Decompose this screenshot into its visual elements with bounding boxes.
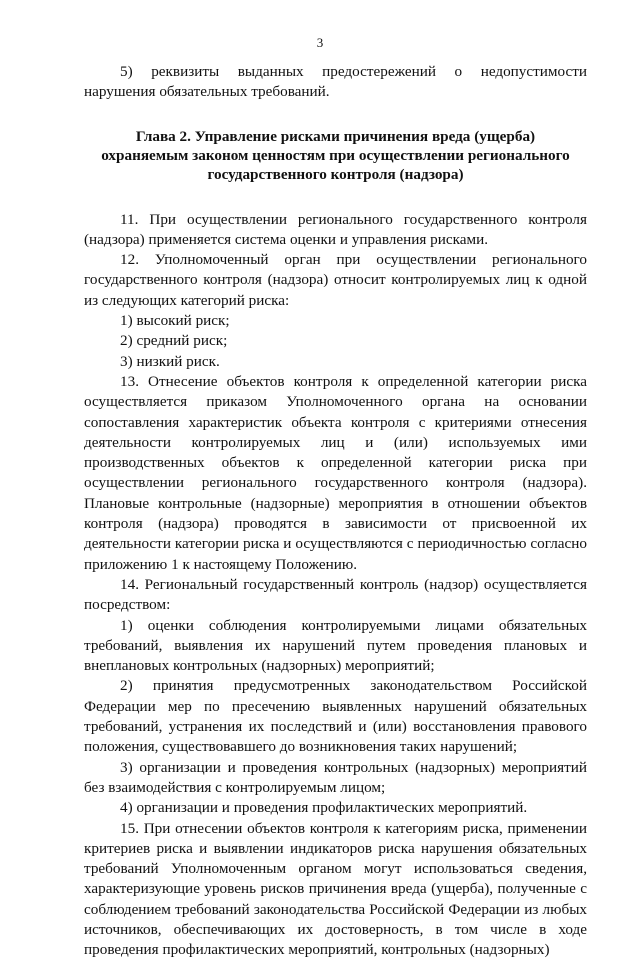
document-body bbox=[84, 62, 587, 961]
chapter-title-line: государственного контроля (надзора) bbox=[207, 165, 464, 183]
paragraph-13: 13. Отнесение объектов контроля к определенной категории риска осуществляется приказом Уполномоченного органа на основании сопоставления характеристик объекта контроля с критериями отнесения деятельности контролируемых лиц и (или) используемых ими производственных объектов к определенной категории риска при осуществлении регионального государственного контроля (надзора). Плановые контрольные (надзорные) мероприятия в отношении объектов контроля (надзора) проводятся в зависимости от присвоенной их деятельности категории риска и осуществляются с периодичностью согласно приложению 1 к настоящему Положению. bbox=[84, 372, 587, 573]
page-number: 3 bbox=[316, 35, 324, 50]
intro-paragraph: 5) реквизиты выданных предостережений о недопустимости нарушения обязательных требований. bbox=[84, 63, 587, 101]
list-item: 1) оценки соблюдения контролируемыми лицами обязательных требований, выявления их нарушений путем проведения плановых и внеплановых контрольных (надзорных) мероприятий; bbox=[84, 616, 587, 675]
paragraph-12: 12. Уполномоченный орган при осуществлении регионального государственного контроля (надзора) относит контролируемых лиц к одной из следующих категорий риска: bbox=[84, 251, 587, 309]
list-item: 1) высокий риск; bbox=[120, 312, 230, 330]
chapter-title-line: охраняемым законом ценностям при осуществлении регионального bbox=[101, 146, 570, 164]
paragraph-14: 14. Региональный государственный контроль (надзор) осуществляется посредством: bbox=[84, 575, 587, 614]
list-item: 3) организации и проведения контрольных (надзорных) мероприятий без взаимодействия с контролируемым лицом; bbox=[84, 758, 587, 796]
chapter-title bbox=[84, 127, 587, 184]
list-item: 2) средний риск; bbox=[120, 332, 228, 350]
paragraph-11: 11. При осуществлении регионального государственного контроля (надзора) применяется система оценки и управления рисками. bbox=[84, 210, 587, 248]
chapter-title-line: Глава 2. Управление рисками причинения вреда (ущерба) bbox=[135, 127, 536, 145]
list-item: 3) низкий риск. bbox=[120, 352, 220, 370]
list-item: 2) принятия предусмотренных законодательством Российской Федерации мер по пресечению выявленных нарушений обязательных требований, устранения их последствий и (или) восстановления правового положения, существовавшего до возникновения таких нарушений; bbox=[84, 677, 587, 756]
list-item: 4) организации и проведения профилактических мероприятий. bbox=[120, 799, 528, 817]
paragraph-15: 15. При отнесении объектов контроля к категориям риска, применении критериев риска и выявлении индикаторов риска нарушения обязательных требований Уполномоченным органом могут использоваться сведения, характеризующие уровень рисков причинения вреда (ущерба), полученные с соблюдением требований законодательства Российской Федерации из любых источников, обеспечивающих их достоверность, в том числе в ходе проведения профилактических мероприятий, контрольных (надзорных) bbox=[84, 819, 587, 959]
